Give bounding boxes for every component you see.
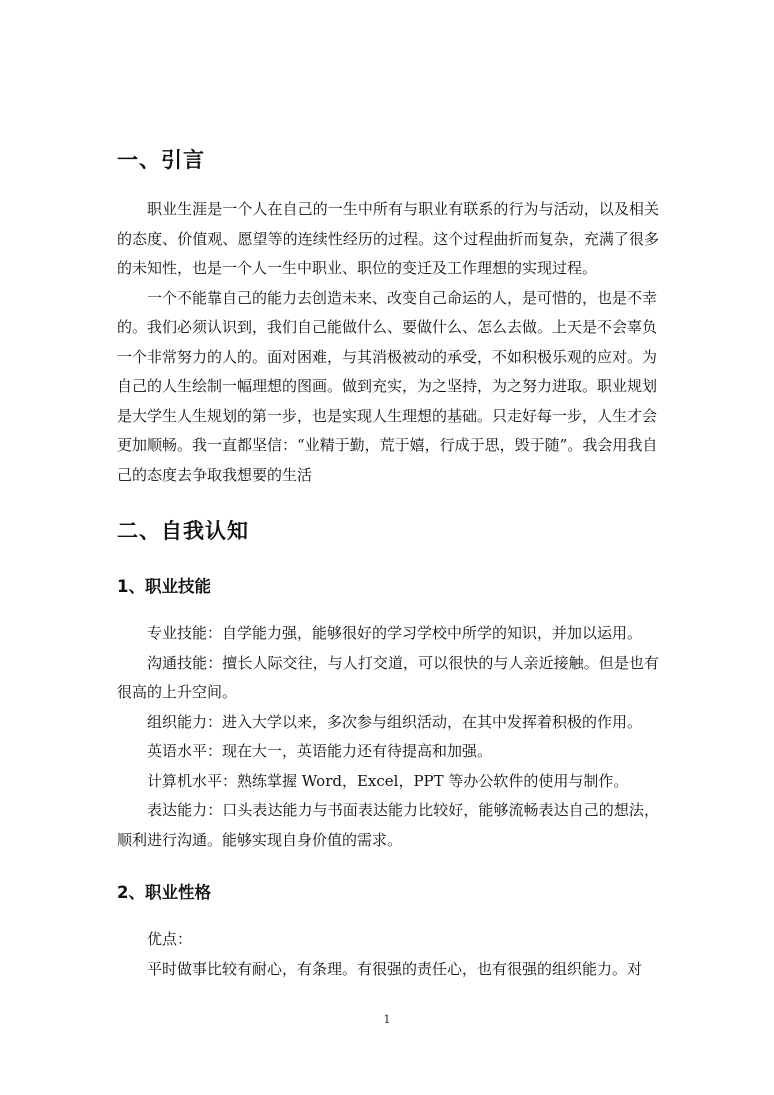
section-heading-introduction: 一、引言 xyxy=(117,148,205,172)
subsection-heading-personality: 2、职业性格 xyxy=(117,883,211,902)
page-number: 1 xyxy=(383,1013,391,1026)
paragraph: 平时做事比较有耐心，有条理。有很强的责任心，也有很强的组织能力。对 xyxy=(147,959,643,978)
paragraph: 表达能力：口头表达能力与书面表达能力比较好，能够流畅表达自己的想法，顺利进行沟通。能够实现自身价值的需求。 xyxy=(117,801,659,849)
section-heading-self-awareness: 二、自我认知 xyxy=(117,519,249,543)
paragraph: 一个不能靠自己的能力去创造未来、改变自己命运的人，是可惜的，也是不幸的。我们必须认识到，我们自己能做什么、要做什么、怎么去做。上天是不会辜负一个非常努力的人的。面对困难，与其消极被动的承受，不如积极乐观的应对。为自己的人生绘制一幅理想的图画。做到充实，为之坚持，为之努力进取。职业规划是大学生人生规划的第一步，也是实现人生理想的基础。只走好每一步，人生才会更加顺畅。我一直都坚信：“业精于勤，荒于嬉，行成于思，毁于随”。我会用我自己的态度去争取我想要的生活 xyxy=(117,288,658,484)
paragraph: 沟通技能：擅长人际交往，与人打交道，可以很快的与人亲近接触。但是也有很高的上升空间。 xyxy=(117,653,659,701)
subsection-heading-skills: 1、职业技能 xyxy=(117,577,211,596)
paragraph: 职业生涯是一个人在自己的一生中所有与职业有联系的行为与活动，以及相关的态度、价值观、愿望等的连续性经历的过程。这个过程曲折而复杂，充满了很多的未知性，也是一个人一生中职业、职位的变迁及工作理想的实现过程。 xyxy=(117,200,659,277)
paragraph: 计算机水平：熟练掌握 Word，Excel，PPT 等办公软件的使用与制作。 xyxy=(147,771,629,790)
paragraph: 组织能力：进入大学以来，多次参与组织活动，在其中发挥着积极的作用。 xyxy=(147,712,643,731)
paragraph: 专业技能：自学能力强，能够很好的学习学校中所学的知识，并加以运用。 xyxy=(147,624,643,642)
paragraph: 优点： xyxy=(147,930,193,948)
document-body xyxy=(117,118,659,984)
paragraph: 英语水平：现在大一，英语能力还有待提高和加强。 xyxy=(147,742,493,760)
